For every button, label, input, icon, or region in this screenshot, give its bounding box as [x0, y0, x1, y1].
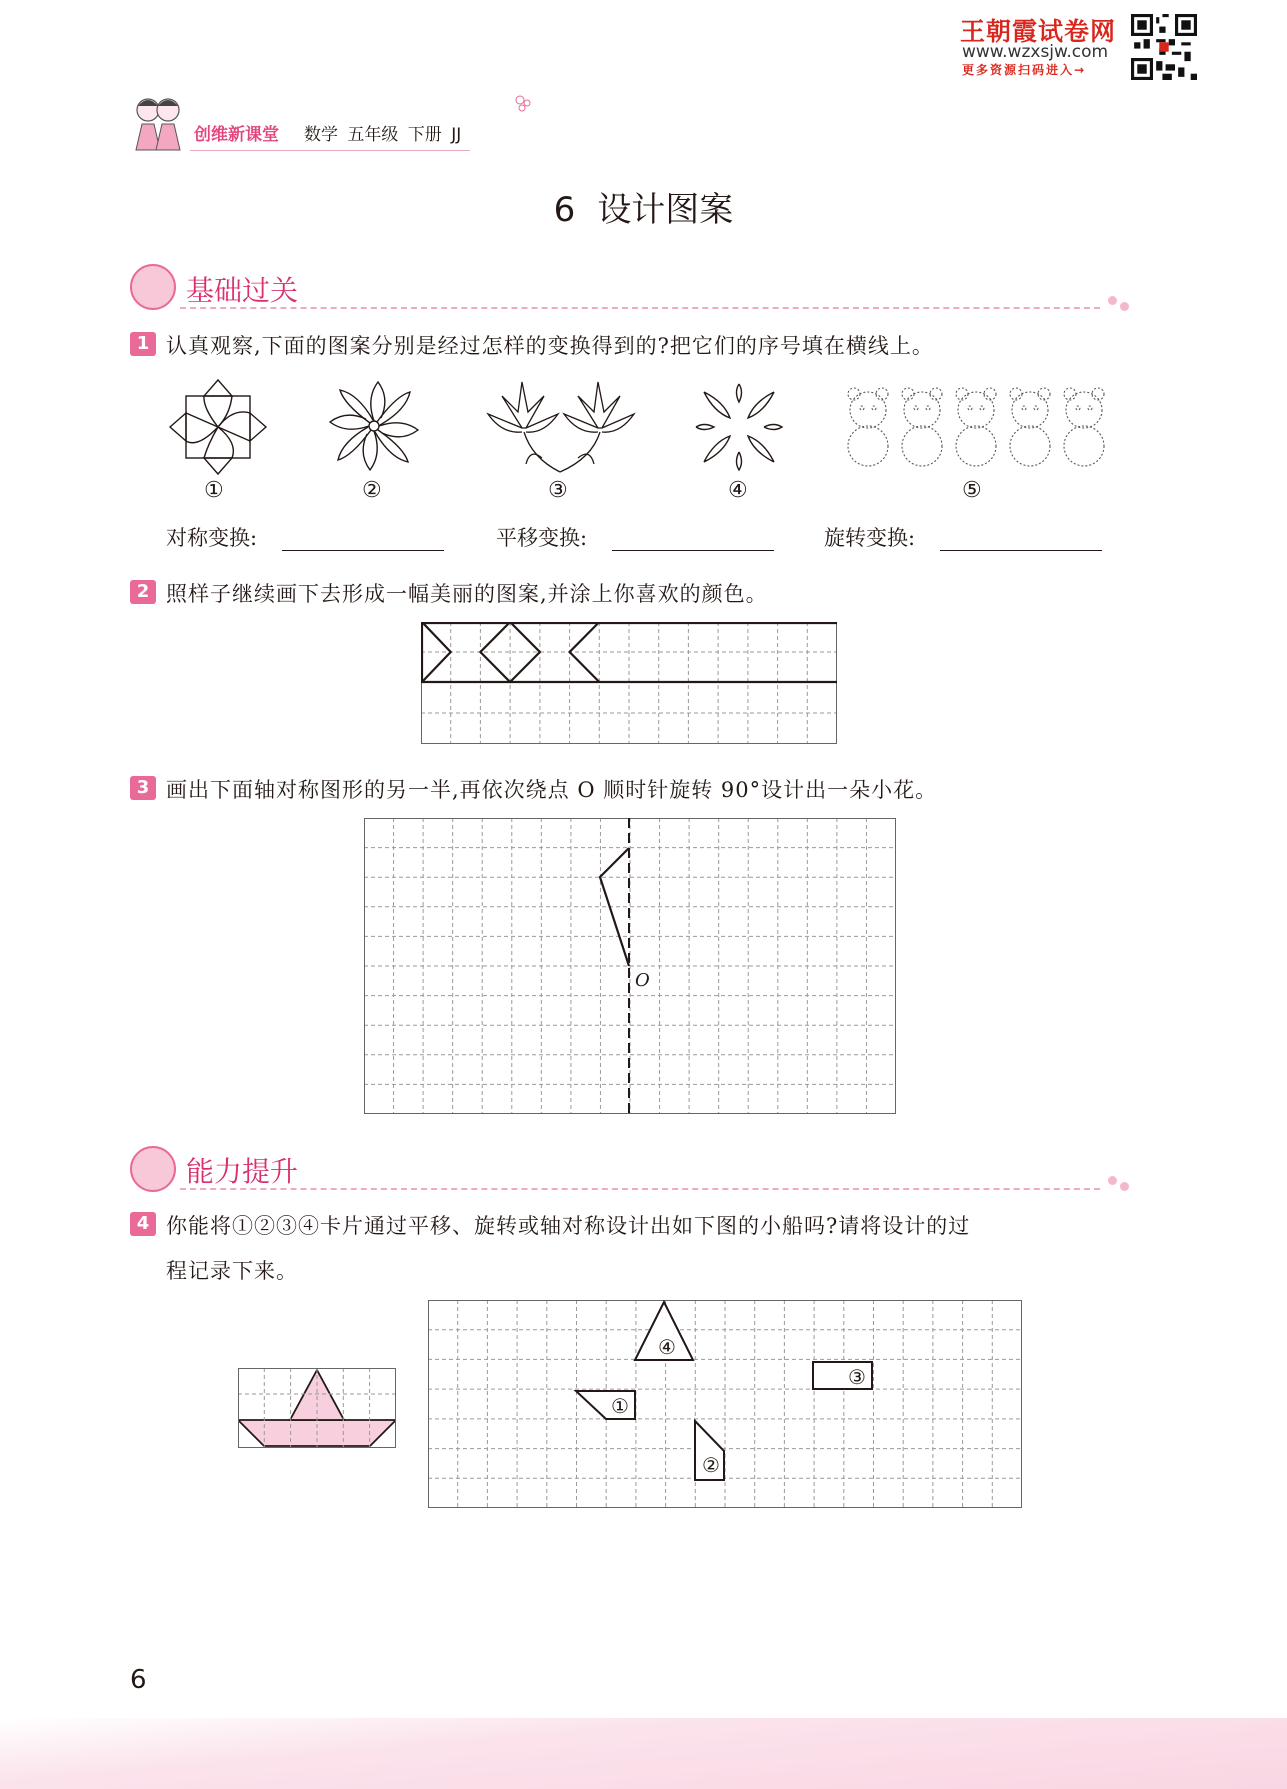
brand-name: 王朝霞试卷网 — [960, 17, 1117, 46]
book-info: 数学 五年级 下册 JJ — [304, 125, 462, 145]
qr-code-icon[interactable] — [1130, 14, 1198, 80]
bear-row-figure-5 — [842, 384, 1112, 470]
question-number: 3 — [130, 776, 156, 800]
brand-url[interactable]: www.wzxsjw.com — [962, 42, 1109, 62]
kids-logo-icon — [128, 92, 188, 152]
answer-blank-symmetry[interactable] — [282, 550, 444, 551]
question-2-text: 照样子继续画下去形成一幅美丽的图案,并涂上你喜欢的颜色。 — [166, 582, 768, 606]
footer-band — [0, 1718, 1287, 1789]
card-label-4: ④ — [658, 1335, 676, 1359]
question-number: 1 — [130, 332, 156, 356]
answer-blank-rotation[interactable] — [940, 550, 1102, 551]
pinwheel-figure-1 — [168, 378, 268, 476]
section-advanced-dot — [1108, 1176, 1117, 1185]
section-advanced-dot — [1120, 1182, 1129, 1191]
section-advanced-title: 能力提升 — [186, 1155, 299, 1188]
answer-label-translation: 平移变换: — [496, 526, 588, 550]
rotation-grid-q3[interactable] — [364, 818, 896, 1114]
cards-grid-q4[interactable] — [428, 1300, 1022, 1508]
card-label-2: ② — [702, 1453, 720, 1477]
boat-model-figure — [238, 1368, 396, 1448]
question-3-text: 画出下面轴对称图形的另一半,再依次绕点 O 顺时针旋转 90°设计出一朵小花。 — [166, 778, 938, 802]
four-leaf-figure-4 — [694, 382, 784, 472]
card-label-3: ③ — [848, 1365, 866, 1389]
card-label-1: ① — [611, 1394, 629, 1418]
lesson-number: 6 — [553, 190, 576, 230]
answer-label-rotation: 旋转变换: — [824, 526, 916, 550]
page-number: 6 — [130, 1665, 147, 1695]
lily-pair-figure-3 — [482, 378, 638, 474]
figure-label-1: ① — [204, 478, 224, 503]
section-basic-title: 基础过关 — [186, 274, 299, 307]
brand-tip: 更多资源扫码进入→ — [962, 63, 1087, 77]
figure-label-2: ② — [362, 478, 382, 503]
header-divider — [190, 150, 470, 151]
question-1-text: 认真观察,下面的图案分别是经过怎样的变换得到的?把它们的序号填在横线上。 — [166, 334, 934, 358]
series-name: 创维新课堂 — [194, 125, 279, 145]
lesson-title — [0, 182, 1287, 231]
section-advanced-icon — [130, 1146, 176, 1192]
question-4-text-line2: 程记录下来。 — [166, 1259, 298, 1283]
section-basic-rule — [180, 307, 1100, 309]
answer-blank-translation[interactable] — [612, 550, 774, 551]
section-basic-dot — [1120, 302, 1129, 311]
section-advanced-rule — [180, 1188, 1100, 1190]
pattern-grid-q2[interactable] — [421, 622, 837, 744]
question-4-text-line1: 你能将①②③④卡片通过平移、旋转或轴对称设计出如下图的小船吗?请将设计的过 — [166, 1214, 971, 1238]
question-number: 2 — [130, 580, 156, 604]
answer-label-symmetry: 对称变换: — [166, 526, 258, 550]
section-basic-dot — [1108, 296, 1117, 305]
figure-label-5: ⑤ — [962, 478, 982, 503]
figure-label-3: ③ — [548, 478, 568, 503]
figure-label-4: ④ — [728, 478, 748, 503]
swirl-flower-figure-2 — [326, 378, 422, 474]
section-basic-icon — [130, 264, 176, 310]
lesson-name: 设计图案 — [597, 190, 734, 230]
question-number: 4 — [130, 1212, 156, 1236]
flower-decoration-icon — [512, 92, 536, 114]
point-o-label: O — [635, 970, 650, 991]
